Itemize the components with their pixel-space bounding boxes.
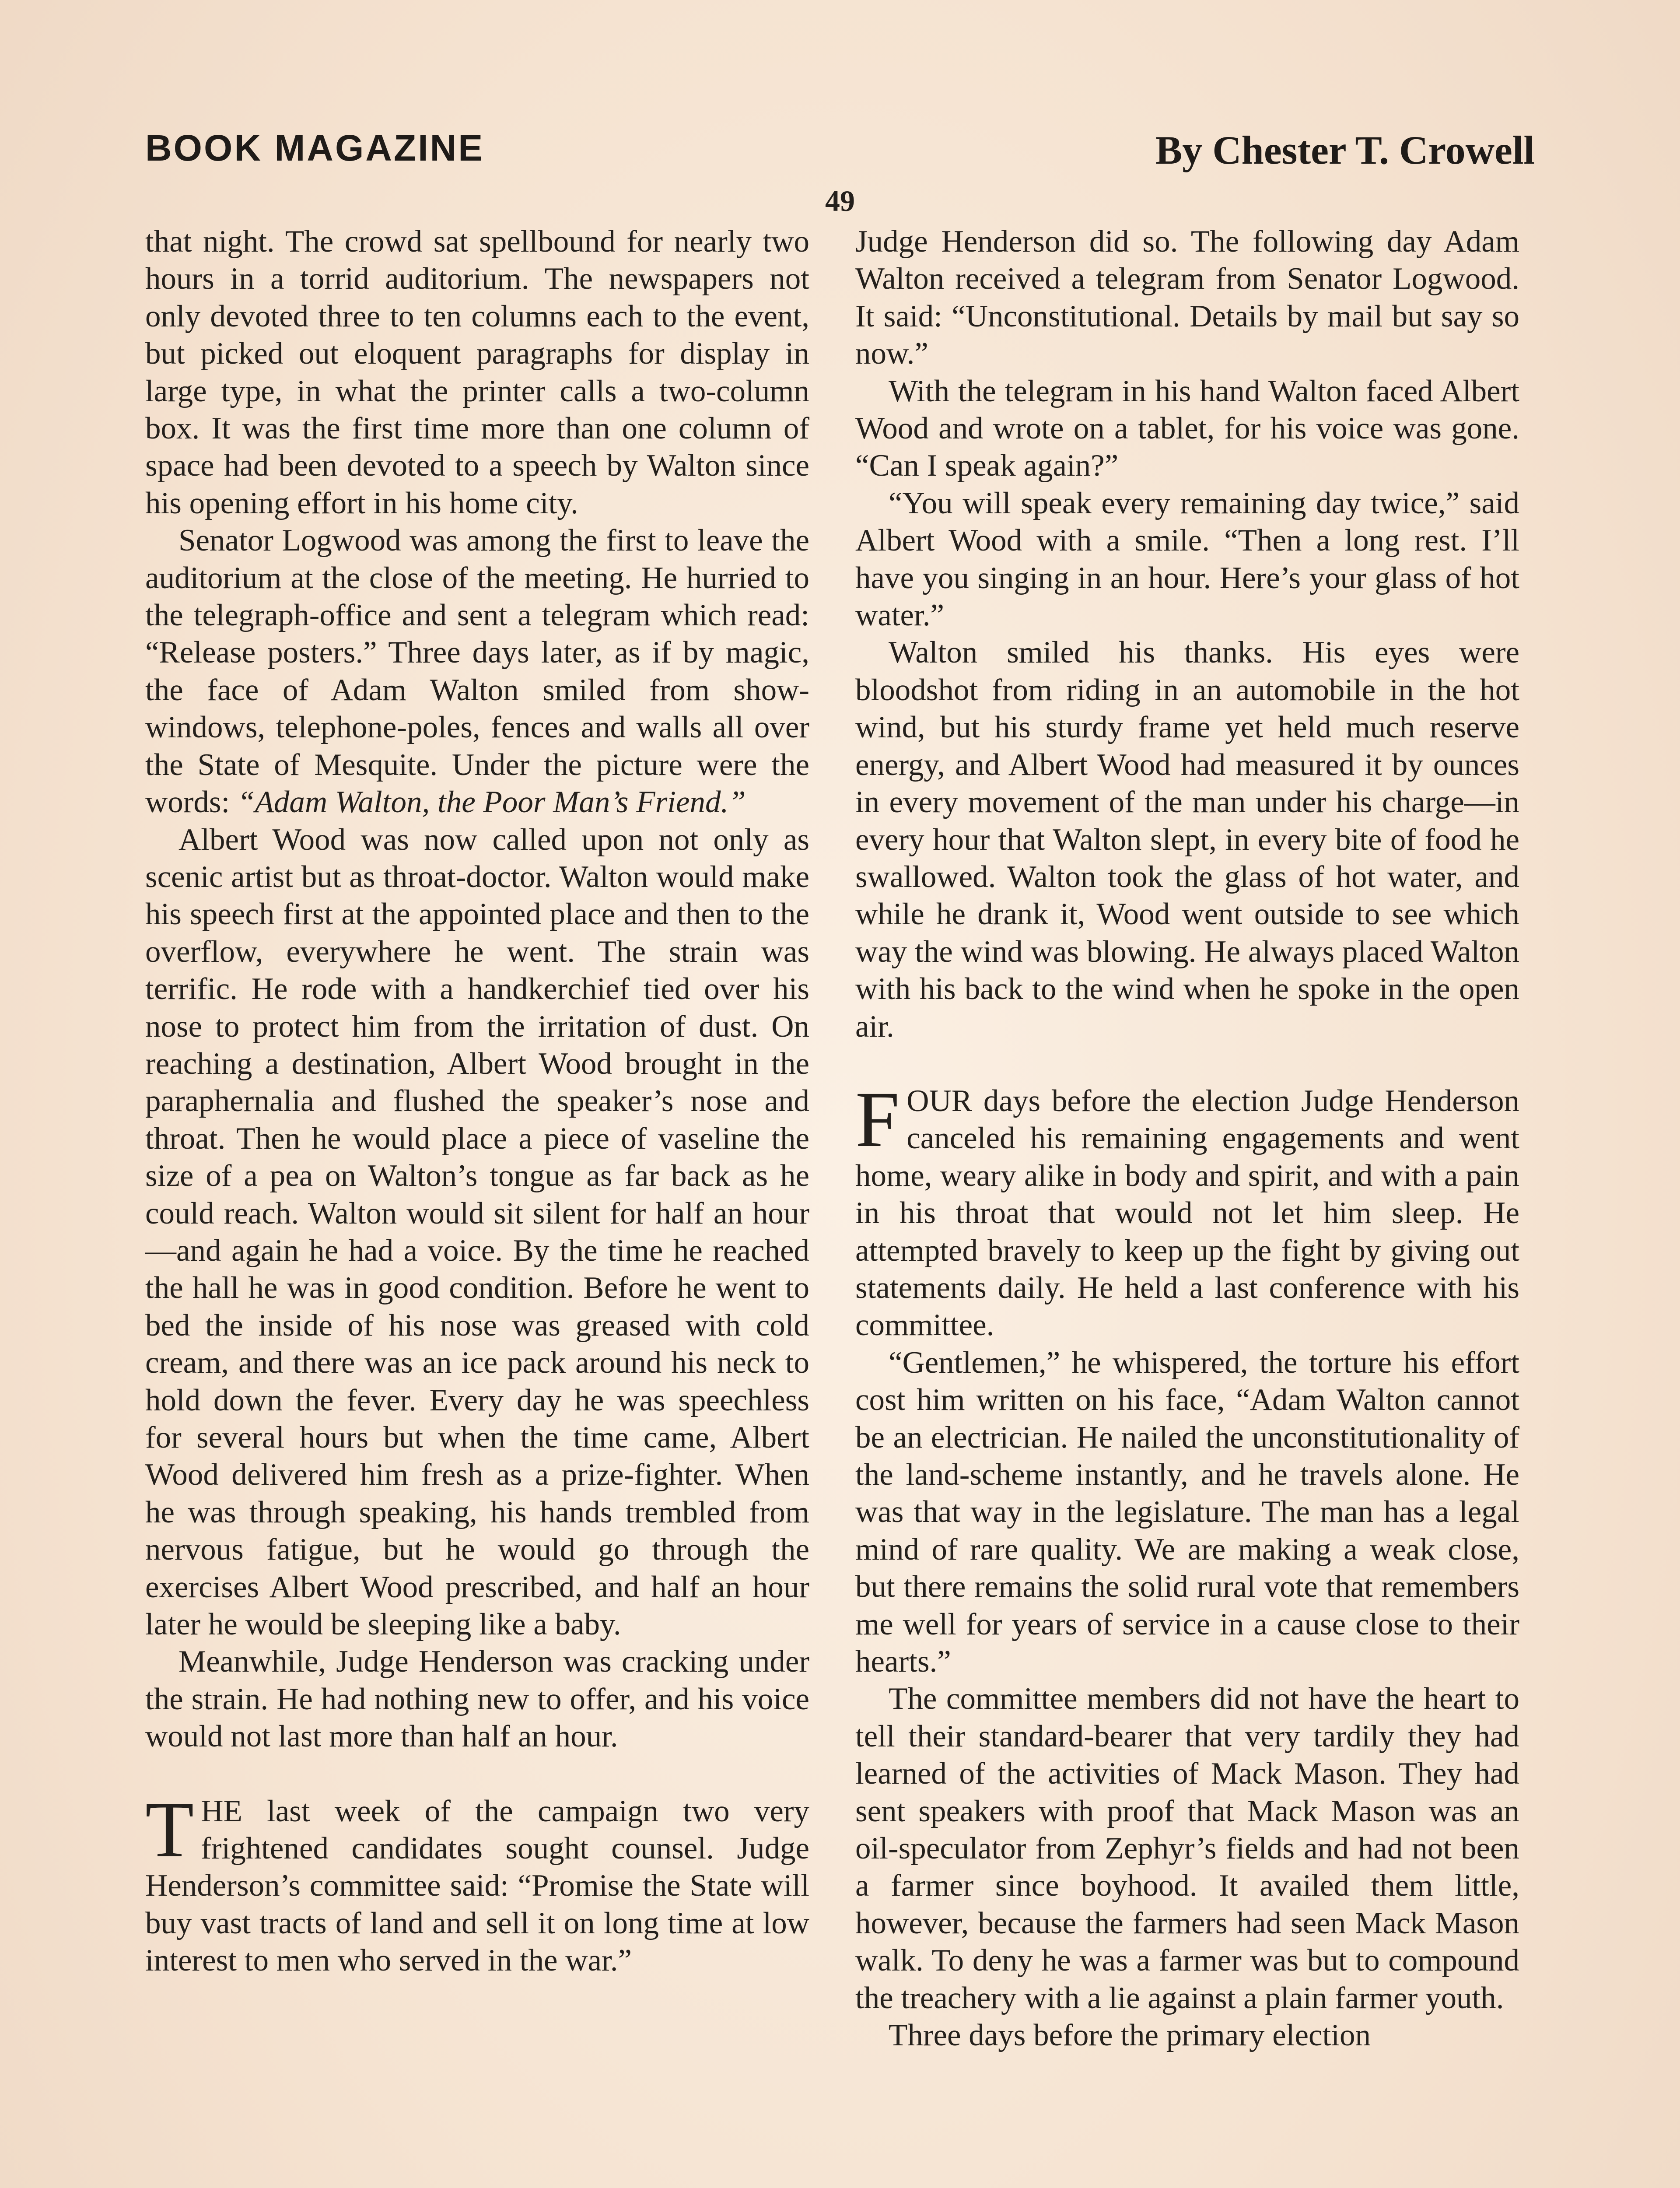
- page-number: 49: [825, 184, 855, 217]
- author-byline: By Chester T. Crowell: [1155, 128, 1535, 172]
- magazine-title: BOOK MAGAZINE: [145, 127, 485, 168]
- poster-slogan: “Adam Walton, the Poor Man’s Friend.”: [238, 785, 746, 820]
- paragraph: [145, 522, 809, 821]
- page-header: [145, 127, 1535, 184]
- paragraph: Three days before the primary election: [889, 2018, 1371, 2053]
- paragraph: “You will speak every remaining day twice,” said Albert Wood with a smile. “Then a long rest. I’ll have you singing in an hour. Here’s your glass of hot water.”: [855, 486, 1519, 633]
- paragraph: that night. The crowd sat spellbound for nearly two hours in a torrid auditorium. The newspapers not only devoted three to ten columns each to the event, but picked out eloquent paragraphs for display in large type, in what the printer calls a two-column box. It was the first time more than one column of space had been devoted to a speech by Walton since his opening effort in his home city.: [145, 224, 809, 520]
- paragraph: Judge Henderson did so. The following day Adam Walton received a telegram from Senator Logwood. It said: “Unconstitutional. Details by mail but say so now.”: [855, 224, 1519, 371]
- paragraph: With the telegram in his hand Walton faced Albert Wood and wrote on a tablet, for his voice was gone. “Can I speak again?”: [855, 374, 1519, 483]
- left-text-column: [145, 223, 809, 1980]
- paragraph: Albert Wood was now called upon not only as scenic artist but as throat-doctor. Walton would make his speech first at the appointed place and then to the overflow, everywhere he went. The strain was terrific. He rode with a handkerchief tied over his nose to protect him from the irritation of dust. On reaching a destination, Albert Wood brought in the paraphernalia and flushed the speaker’s nose and throat. Then he would place a piece of vaseline the size of a pea on Walton’s tongue as far back as he could reach. Walton would sit silent for half an hour—and again he had a voice. By the time he reached the hall he was in good condition. Before he went to bed the inside of his nose was greased with cold cream, and there was an ice pack around his neck to hold down the fever. Every day he was speechless for several hours but when the time came, Albert Wood delivered him fresh as a prize-fighter. When he was through speaking, his hands trembled from nervous fatigue, but he would go through the exercises Albert Wood prescribed, and half an hour later he would be sleeping like a baby.: [145, 822, 809, 1642]
- right-text-column: [855, 223, 1519, 2055]
- section-paragraph: [145, 1785, 809, 1980]
- paragraph: Walton smiled his thanks. His eyes were bloodshot from riding in an automobile in the hot wind, but his sturdy frame yet held much reserve energy, and Albert Wood had measured it by ounces in every movement of the man under his charge—in every hour that Walton slept, in every bite of food he swallowed. Walton took the glass of hot water, and while he drank it, Wood went outside to see which way the wind was blowing. He always placed Walton with his back to the wind when he spoke in the open air.: [855, 635, 1519, 1044]
- paragraph: Meanwhile, Judge Henderson was cracking under the strain. He had nothing new to offer, and his voice would not last more than half an hour.: [145, 1645, 809, 1754]
- paragraph: “Gentlemen,” he whispered, the torture his effort cost him written on his face, “Adam Walton cannot be an electrician. He nailed the unconstitutionality of the land-scheme instantly, and he travels alone. He was that way in the legislature. The man has a legal mind of rare quality. We are making a weak close, but there remains the solid rural vote that remembers me well for years of service in a cause close to their hearts.”: [855, 1345, 1519, 1679]
- paragraph-text: HE last week of the campaign two very frightened candidates sought counsel. Judge Henderson’s committee said: “Promise the State will buy vast tracts of land and sell it on long time at low interest to men who served in the war.”: [145, 1794, 809, 1978]
- paragraph-text: OUR days before the election Judge Henderson canceled his remaining engagements and went home, weary alike in body and spirit, and with a pain in his throat that would not let him sleep. He attempted bravely to keep up the fight by giving out statements daily. He held a last conference with his committee.: [855, 1083, 1519, 1343]
- section-paragraph: [855, 1075, 1519, 1344]
- drop-cap: F: [855, 1075, 900, 1164]
- paragraph: The committee members did not have the heart to tell their standard-bearer that very tardily they had learned of the activities of Mack Mason. They had sent speakers with proof that Mack Mason was an oil-speculator from Zephyr’s fields and had not been a farmer since boyhood. It availed them little, however, because the farmers had seen Mack Mason walk. To deny he was a farmer was but to compound the treachery with a lie against a plain farmer youth.: [855, 1682, 1519, 2015]
- paragraph-text: Senator Logwood was among the first to leave the auditorium at the close of the meeting. He hurried to the telegraph-office and sent a telegram which read: “Release posters.” Three days later, as if by magic, the face of Adam Walton smiled from show-windows, telephone-poles, fences and walls all over the State of Mesquite. Under the picture were the words:: [145, 523, 809, 820]
- drop-cap: T: [145, 1785, 194, 1874]
